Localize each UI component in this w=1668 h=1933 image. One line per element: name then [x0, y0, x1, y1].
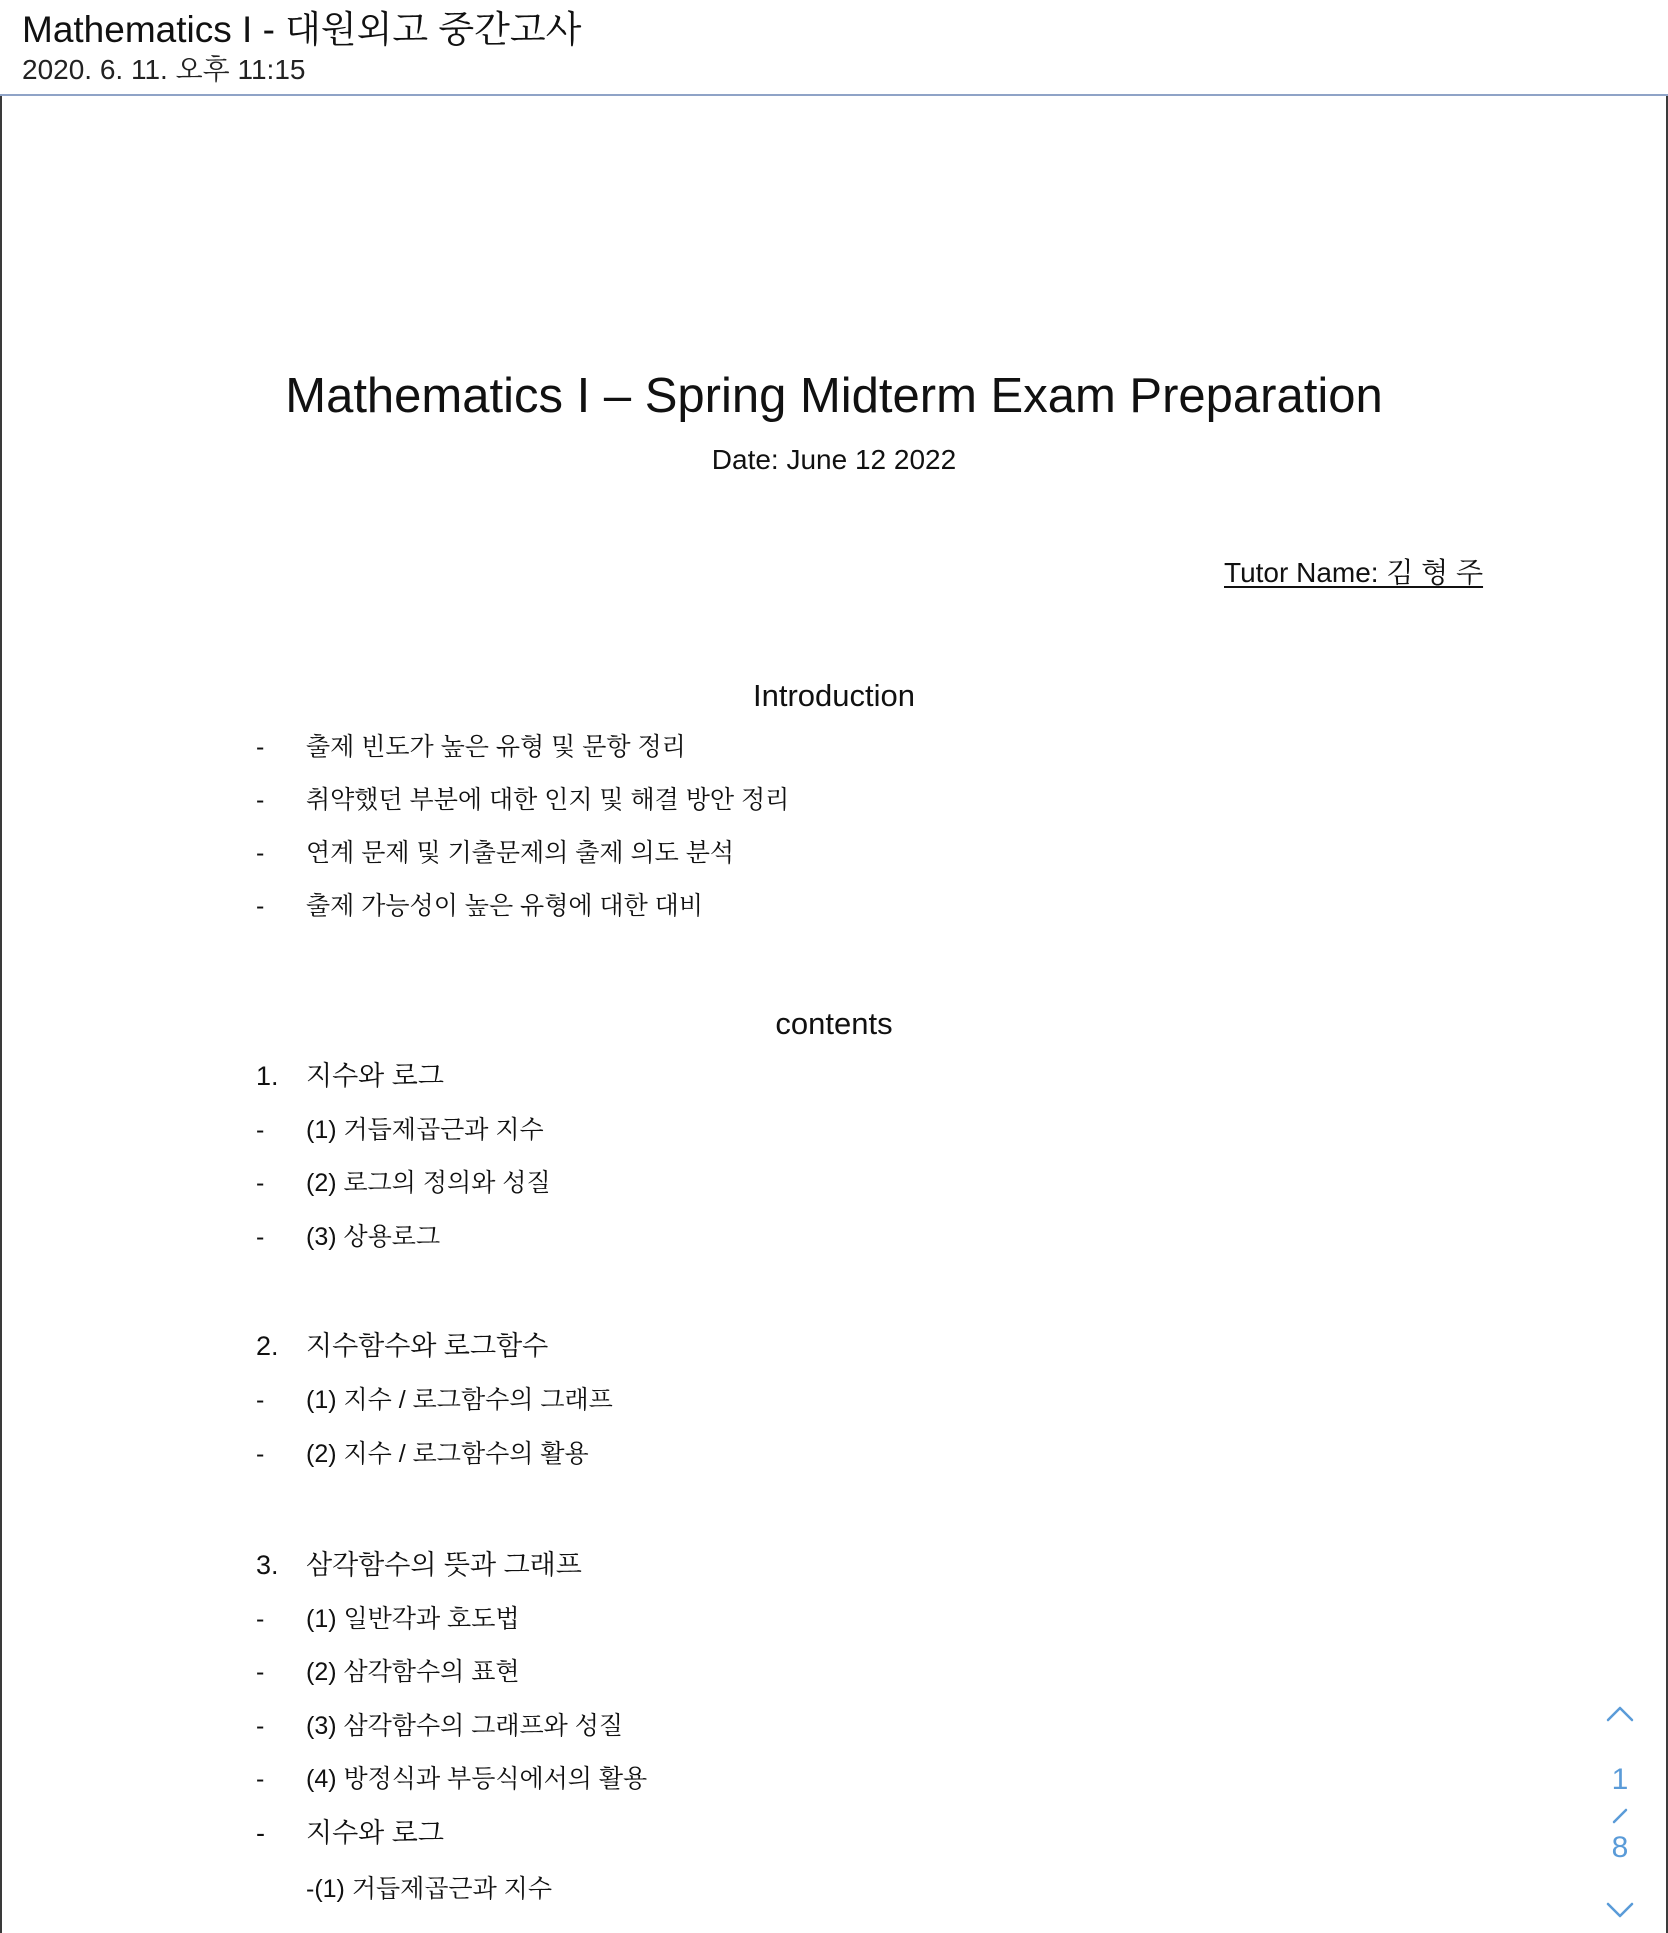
bullet-marker: -: [256, 839, 265, 867]
document-header: [0, 0, 1668, 96]
section-number: 1.: [256, 1061, 279, 1091]
bullet-marker: -: [256, 786, 265, 814]
section-title: 지수와 로그: [306, 1061, 444, 1091]
section-item-text: (1) 거듭제곱근과 지수: [306, 1116, 544, 1144]
chevron-up-icon[interactable]: [1604, 1702, 1636, 1726]
section-item-text: (3) 삼각함수의 그래프와 성질: [306, 1712, 624, 1740]
section-item-text: (2) 로그의 정의와 성질: [306, 1169, 551, 1197]
bullet-marker: -: [256, 1386, 265, 1414]
extra-subitem-text: -(1) 거듭제곱근과 지수: [306, 1875, 552, 1903]
chevron-down-icon[interactable]: [1604, 1898, 1636, 1922]
bullet-marker: -: [256, 1116, 265, 1144]
document-date: Date: June 12 2022: [711, 444, 957, 475]
tutor-name: Tutor Name: 김 형 주: [1224, 557, 1484, 588]
document-title: Mathematics I – Spring Midterm Exam Preparation: [285, 369, 1383, 423]
current-page-number: 1: [1611, 1763, 1629, 1796]
page-separator-icon: [1610, 1800, 1630, 1830]
section-title: 지수함수와 로그함수: [306, 1331, 549, 1361]
bullet-marker: -: [256, 733, 265, 761]
bullet-marker: -: [256, 1658, 265, 1686]
bullet-marker: -: [256, 1818, 265, 1848]
intro-item-text: 연계 문제 및 기출문제의 출제 의도 분석: [306, 839, 735, 867]
bullet-marker: -: [256, 1440, 265, 1468]
bullet-marker: -: [256, 1605, 265, 1633]
bullet-marker: -: [256, 1223, 265, 1251]
document-header-date: 2020. 6. 11. 오후 11:15: [22, 54, 306, 85]
introduction-heading: Introduction: [753, 678, 915, 713]
section-number: 3.: [256, 1550, 279, 1580]
intro-item-text: 출제 가능성이 높은 유형에 대한 대비: [306, 892, 703, 920]
bullet-marker: -: [256, 1169, 265, 1197]
intro-item-text: 출제 빈도가 높은 유형 및 문항 정리: [306, 733, 686, 761]
section-item-text: (4) 방정식과 부등식에서의 활용: [306, 1765, 648, 1793]
section-item-text: (1) 지수 / 로그함수의 그래프: [306, 1386, 613, 1414]
bullet-marker: -: [256, 1765, 265, 1793]
section-item-text: (2) 삼각함수의 표현: [306, 1658, 520, 1686]
document-header-title: Mathematics I - 대원외고 중간고사: [22, 9, 582, 50]
section-item-text: (3) 상용로그: [306, 1223, 441, 1251]
section-number: 2.: [256, 1331, 279, 1361]
bullet-marker: -: [256, 892, 265, 920]
extra-item-text: 지수와 로그: [306, 1818, 444, 1848]
section-item-text: (1) 일반각과 호도법: [306, 1605, 520, 1633]
intro-item-text: 취약했던 부분에 대한 인지 및 해결 방안 정리: [306, 786, 790, 814]
bullet-marker: -: [256, 1712, 265, 1740]
total-page-count: 8: [1611, 1831, 1629, 1864]
section-item-text: (2) 지수 / 로그함수의 활용: [306, 1440, 589, 1468]
section-title: 삼각함수의 뜻과 그래프: [306, 1550, 582, 1580]
contents-heading: contents: [775, 1006, 893, 1041]
